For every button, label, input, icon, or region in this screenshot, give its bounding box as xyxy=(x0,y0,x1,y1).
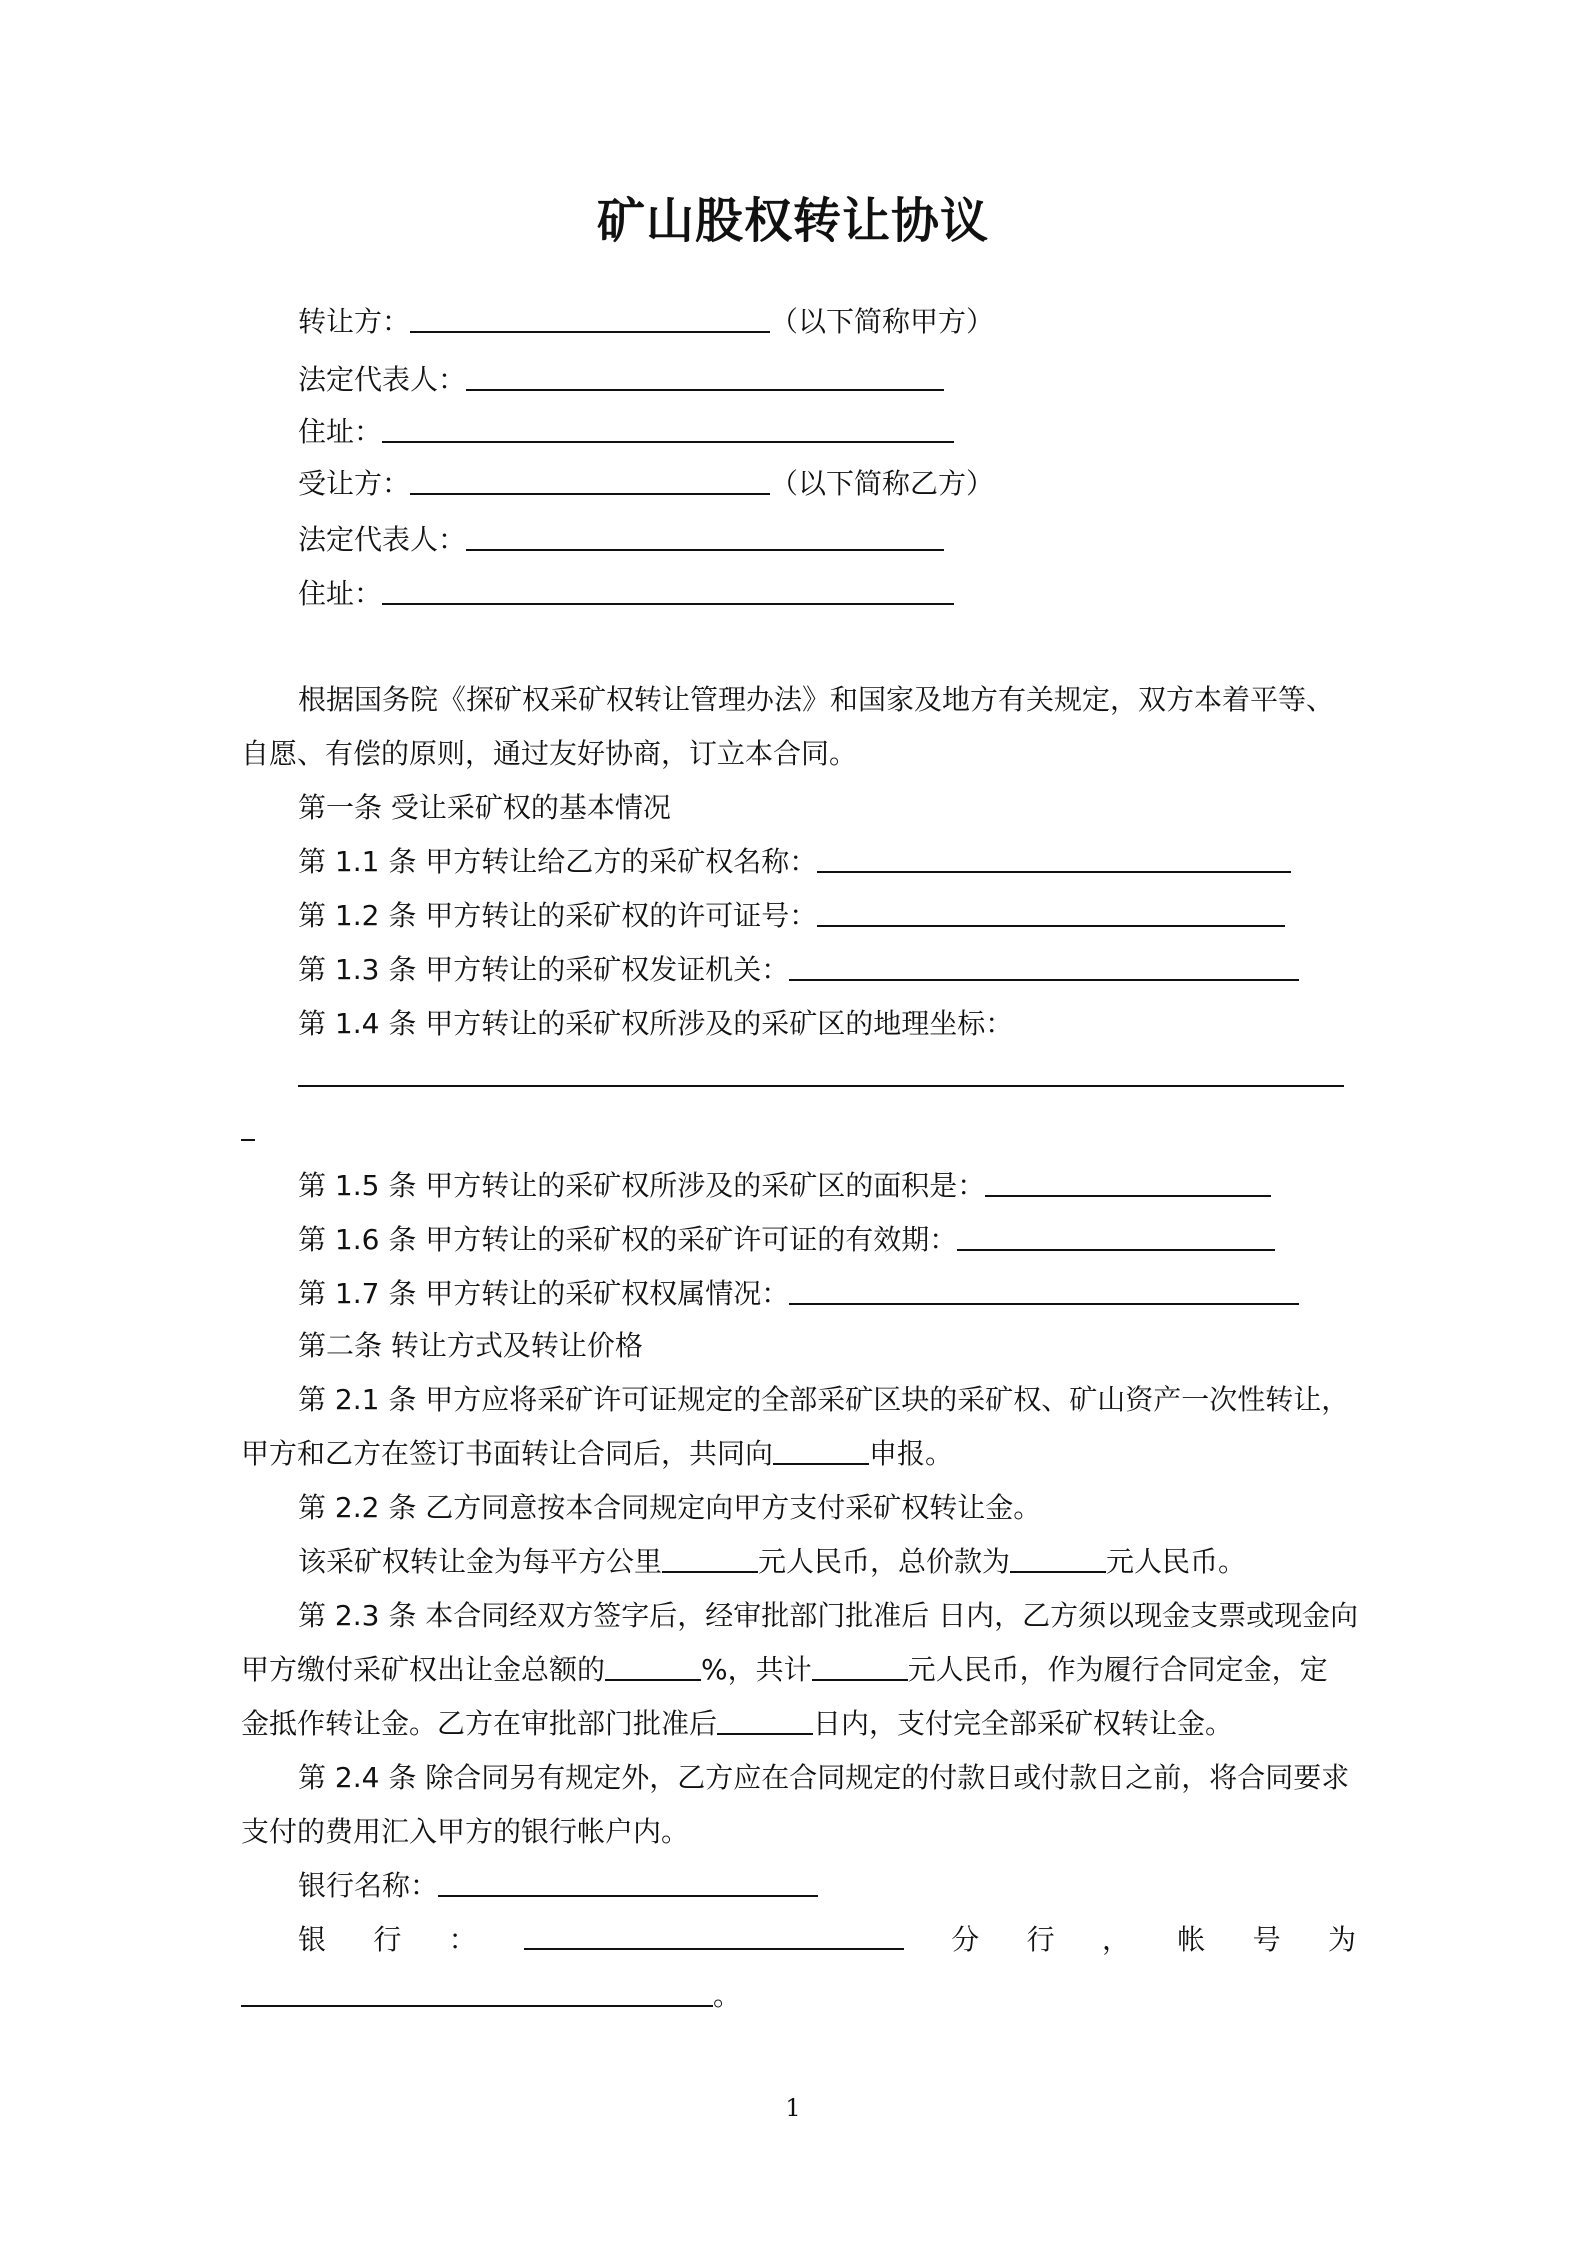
bank-name-blank[interactable] xyxy=(438,1867,818,1897)
bank-branch-line: 银 行 ： 分 行 ， 帐 号 为 xyxy=(298,1920,1356,1960)
deposit-percent-blank[interactable] xyxy=(605,1651,701,1681)
total-price-blank[interactable] xyxy=(1010,1543,1106,1573)
transferor-blank[interactable] xyxy=(410,303,770,333)
clause-1-5-blank[interactable] xyxy=(985,1167,1271,1197)
clause-2-1-line-2: 甲方和乙方在签订书面转让合同后，共同向 申报。 xyxy=(241,1437,954,1470)
clause-1-4-blank-line xyxy=(298,1056,1344,1096)
coordinates-blank-tail xyxy=(241,1111,255,1141)
article-1-heading: 第一条 受让采矿权的基本情况 xyxy=(298,791,671,824)
bank-name-line: 银行名称： xyxy=(298,1866,818,1906)
payment-days-blank[interactable] xyxy=(717,1705,813,1735)
clause-1-7: 第 1.7 条 甲方转让的采矿权权属情况： xyxy=(298,1274,1299,1314)
clause-1-5: 第 1.5 条 甲方转让的采矿权所涉及的采矿区的面积是： xyxy=(298,1166,1271,1206)
clause-1-4: 第 1.4 条 甲方转让的采矿权所涉及的采矿区的地理坐标： xyxy=(298,1007,1014,1040)
address-line-1: 住址： xyxy=(298,412,954,452)
representative-blank-1[interactable] xyxy=(466,361,944,391)
clause-2-1-blank[interactable] xyxy=(773,1435,869,1465)
clause-1-1-blank[interactable] xyxy=(817,843,1291,873)
clause-2-1-line-1: 第 2.1 条 甲方应将采矿许可证规定的全部采矿区块的采矿权、矿山资产一次性转让， xyxy=(298,1383,1350,1416)
transferee-blank[interactable] xyxy=(410,465,770,495)
clause-1-6: 第 1.6 条 甲方转让的采矿权的采矿许可证的有效期： xyxy=(298,1220,1275,1260)
clause-2-3-line-3: 金抵作转让金。乙方在审批部门批准后 日内，支付完全部采矿权转让金。 xyxy=(241,1707,1234,1740)
clause-1-2: 第 1.2 条 甲方转让的采矿权的许可证号： xyxy=(298,896,1285,936)
intro-paragraph-line-2: 自愿、有偿的原则，通过友好协商，订立本合同。 xyxy=(241,737,858,770)
coordinates-blank[interactable] xyxy=(298,1057,1344,1087)
transferor-line: 转让方： （以下简称甲方） xyxy=(298,305,995,338)
address-line-2: 住址： xyxy=(298,574,954,614)
representative-line-2: 法定代表人： xyxy=(298,520,944,560)
transferee-line: 受让方： （以下简称乙方） xyxy=(298,467,995,500)
article-2-heading: 第二条 转让方式及转让价格 xyxy=(298,1329,643,1362)
address-blank-1[interactable] xyxy=(382,413,954,443)
price-per-km2-blank[interactable] xyxy=(662,1543,758,1573)
representative-line-1: 法定代表人： xyxy=(298,360,944,400)
clause-2-3-line-2: 甲方缴付采矿权出让金总额的 %，共计 元人民币，作为履行合同定金，定 xyxy=(241,1653,1328,1686)
clause-1-7-blank[interactable] xyxy=(789,1275,1299,1305)
representative-blank-2[interactable] xyxy=(466,521,944,551)
intro-paragraph-line-1: 根据国务院《探矿权采矿权转让管理办法》和国家及地方有关规定，双方本着平等、 xyxy=(298,683,1335,716)
clause-2-4-line-1: 第 2.4 条 除合同另有规定外，乙方应在合同规定的付款日或付款日之前，将合同要求 xyxy=(298,1761,1350,1794)
clause-2-4-line-2: 支付的费用汇入甲方的银行帐户内。 xyxy=(241,1815,690,1848)
clause-1-4-blank-overflow xyxy=(241,1110,255,1150)
address-blank-2[interactable] xyxy=(382,575,954,605)
clause-2-3-line-1: 第 2.3 条 本合同经双方签字后，经审批部门批准后 日内，乙方须以现金支票或现金向 xyxy=(298,1599,1359,1632)
clause-1-3: 第 1.3 条 甲方转让的采矿权发证机关： xyxy=(298,950,1299,990)
account-number-blank[interactable] xyxy=(241,1977,713,2007)
clause-2-2-price: 该采矿权转让金为每平方公里 元人民币，总价款为 元人民币。 xyxy=(298,1545,1247,1578)
document-title: 矿山股权转让协议 xyxy=(596,193,989,249)
clause-1-6-blank[interactable] xyxy=(957,1221,1275,1251)
account-number-line: 。 xyxy=(241,1976,741,2016)
bank-branch-blank[interactable] xyxy=(524,1920,904,1950)
clause-1-3-blank[interactable] xyxy=(789,951,1299,981)
clause-2-2: 第 2.2 条 乙方同意按本合同规定向甲方支付采矿权转让金。 xyxy=(298,1491,1042,1524)
page-number: 1 xyxy=(785,2094,801,2122)
clause-1-2-blank[interactable] xyxy=(817,897,1285,927)
clause-1-1: 第 1.1 条 甲方转让给乙方的采矿权名称： xyxy=(298,842,1291,882)
deposit-amount-blank[interactable] xyxy=(812,1651,908,1681)
